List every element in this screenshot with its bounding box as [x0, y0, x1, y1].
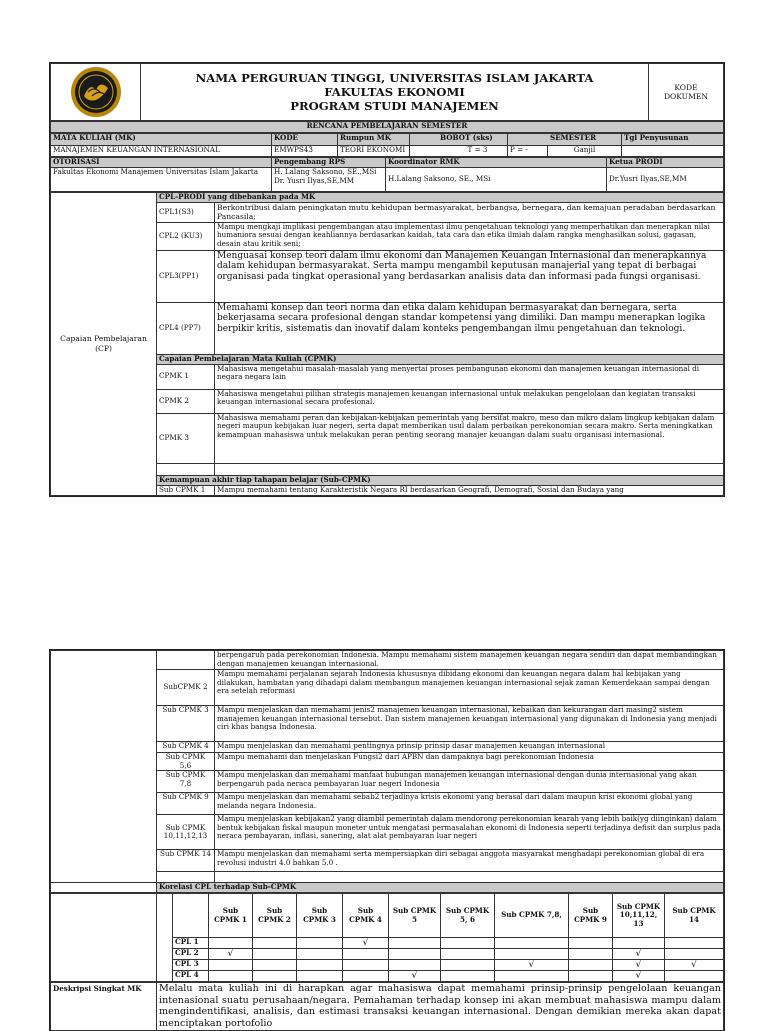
cpl2-text: Mampu mengkaji implikasi pengembangan atau implementasi ilmu pengetahuan teknologi yang memperhatikan dan menerapkan nilai humaniora sesuai dengan keahliannya berdasarkan kaidah, tata cara dan etika ilmiah dalam rangka menghasilkan solusi, gagasan, desain atau kritik seni; [215, 222, 724, 250]
korelasi-empty-cell [495, 938, 569, 949]
korelasi-empty-cell [253, 938, 297, 949]
korelasi-row-label: CPL 2 [173, 949, 209, 960]
cp-table [50, 192, 724, 496]
korelasi-left-blank-2 [51, 894, 157, 982]
korelasi-col-5: Sub CPMK 5 [389, 894, 441, 938]
korelasi-col-9: Sub CPMK 10,11,12, 13 [613, 894, 665, 938]
course-p: P = - [508, 146, 548, 157]
subcpmk10-text: Mampu menjelaskan kebijakan2 yang diambil pemerintah dalam mendorong perekonomian kearah yang lebih baik(yg diinginkan) dalam bentuk kebijakan fiskal maupun moneter untuk mengatasi permasalahan ekonomi di Indonesia seperti terjadinya defisit dan surplus pada neraca pembayaran, inflasi, sanering, alat alat pembayaran luar negeri [215, 815, 724, 850]
cpl1-code: CPL1(S3) [157, 202, 215, 222]
subcpmk2-text: Mampu memahami perjalanan sejarah Indonesia khususnya dibidang ekonomi dan keuangan negara dalam hal kebijakan yang dilakukan, hambatan yang dihadapi dalam membangun manajemen keuangan internasional sejak zaman Kemerdekaan sampai dengan era setelah reformasi [215, 670, 724, 706]
header-table [50, 63, 724, 121]
logo-cell [51, 64, 141, 121]
otorisasi-label: OTORISASI [51, 158, 272, 168]
otorisasi-fakultas: Fakultas Ekonomi Manajemen Universitas Islam Jakarta [51, 168, 272, 192]
subcpmk14-code: Sub CPMK 14 [157, 850, 215, 872]
korelasi-empty-cell [665, 938, 724, 949]
korelasi-empty-cell [389, 949, 441, 960]
cpl1-text: Berkontribusi dalam peningkatan mutu kehidupan bermasyarakat, berbangsa, bernegara, dan kemajuan peradaban berdasarkan Pancasila; [215, 202, 724, 222]
deskripsi-text: Melalu mata kuliah ini di harapkan agar mahasiswa dapat memahami prinsip-prinsip pengelolaan keuangan intenasional suatu perusahaan/negara. Pemahaman terhadap konsep ini akan membuat mahasiswa mampu dalam mengindentifikasi, analisis, dan estimasi transaksi keuangan internasional. Dengan demikian mereka akan dapat menciptakan portofolio [157, 983, 724, 1030]
cpmk-blank-text [215, 463, 724, 475]
cpl4-code: CPL4 (PP7) [157, 302, 215, 354]
pengembang-label: Pengembang RPS [272, 158, 386, 168]
korelasi-col-3: Sub CPMK 3 [297, 894, 343, 938]
korelasi-col-10: Sub CPMK 14 [665, 894, 724, 938]
deskripsi-label: Deskripsi Singkat MK [51, 983, 157, 1030]
korelasi-check-cell: √ [613, 949, 665, 960]
course-semester: Ganjil [548, 146, 622, 157]
korelasi-header: Korelasi CPL terhadap Sub-CPMK [157, 883, 724, 893]
subcpmk-header: Kemampuan akhir tiap tahapan belajar (Sub-CPMK) [157, 475, 724, 485]
institution-line1: NAMA PERGURUAN TINGGI, UNIVERSITAS ISLAM JAKARTA [195, 71, 594, 85]
korelasi-col-4: Sub CPMK 4 [343, 894, 389, 938]
subcpmk1-code: Sub CPMK 1 [157, 485, 215, 495]
korelasi-empty-cell [389, 938, 441, 949]
korelasi-col-8: Sub CPMK 9 [569, 894, 613, 938]
korelasi-empty-cell [297, 960, 343, 971]
institution-title [141, 64, 649, 121]
cpl3-text: Menguasai konsep teori dalam ilmu ekonomi dan Manajemen Keuangan Internasional dan menerapkannya dalam kehidupan bermasyarakat. Serta mampu mengambil keputusan manajerial yang tepat di berbagai organisasi pada tingkat operasional yang berdasarkan analisis data dan informasi pada fungsi organisasi. [215, 250, 724, 302]
korelasi-empty-cell [389, 960, 441, 971]
cpmk3-text: Mahasiswa memahami peran dan kebijakan-kebijakan pemerintah yang bersifat makro, meso dan mikro dalam lingkup kebijakan dalam negeri maupun kebijakan luar negeri, serta dapat memberikan usul dalam perbaikan perekonomian secara makro. Serta meningkatkan kemampuan mahasiswa untuk melakukan peran penting seorang manajer keuangan dalam suatu organisasi internasional. [215, 413, 724, 463]
korelasi-corner [173, 894, 209, 938]
cpmk1-code: CPMK 1 [157, 364, 215, 389]
ketua-label: Ketua PRODI [607, 158, 724, 168]
korelasi-left-blank [51, 883, 157, 893]
korelasi-empty-cell [253, 949, 297, 960]
ketua-name: Dr.Yusri Ilyas,SE,MM [607, 168, 724, 192]
korelasi-row-label: CPL 3 [173, 960, 209, 971]
korelasi-check-cell: √ [495, 960, 569, 971]
subcpmk2-code: SubCPMK 2 [157, 670, 215, 706]
cpmk-blank-code [157, 463, 215, 475]
korelasi-empty-cell [209, 938, 253, 949]
subcpmk3-code: Sub CPMK 3 [157, 706, 215, 742]
korelasi-empty-cell [209, 971, 253, 982]
subcpmk56-text: Mampu memahami dan menjelaskan Fungsi2 dari APBN dan dampaknya bagi perekonomian Indonesia [215, 753, 724, 771]
kode-dokumen: KODE DOKUMEN [649, 64, 724, 121]
cpmk1-text: Mahasiswa mengetahui masalah-masalah yang menyertai proses pembangunan ekonomi dan manajemen keuangan internasional di negara negara lain [215, 364, 724, 389]
cpmk2-text: Mahasiswa mengetahui pilihan strategis manajemen keuangan internasional untuk melakukan pengelolaan dan kegiatan transaksi keuangan internasional secara profesional. [215, 389, 724, 413]
subcpmk-blank-code [157, 872, 215, 883]
institution-line2: FAKULTAS EKONOMI [324, 85, 465, 99]
subcpmk-continued-table [50, 650, 724, 893]
korelasi-empty-cell [253, 971, 297, 982]
institution-line3: PROGRAM STUDI MANAJEMEN [290, 99, 499, 113]
pengembang-names: H. Lalang Saksono, SE.,MSi Dr. Yusri Ilyas,SE,MM [272, 168, 386, 192]
koordinator-label: Koordinator RMK [386, 158, 607, 168]
course-name: MANAJEMEN KEUANGAN INTERNASIONAL [51, 146, 272, 157]
cpl2-code: CPL2 (KU3) [157, 222, 215, 250]
cpmk2-code: CPMK 2 [157, 389, 215, 413]
subcpmk-blank-text [215, 872, 724, 883]
korelasi-empty-cell [297, 938, 343, 949]
korelasi-col-2: Sub CPMK 2 [253, 894, 297, 938]
korelasi-col-6: Sub CPMK 5, 6 [441, 894, 495, 938]
cp-label: Capaian Pembelajaran (CP) [51, 193, 157, 496]
subcpmk78-code: Sub CPMK 7,8 [157, 771, 215, 793]
subcpmk4-code: Sub CPMK 4 [157, 742, 215, 753]
korelasi-empty-cell [495, 971, 569, 982]
subcpmk9-text: Mampu menjelaskan dan memahami sebab2 terjadinya krisis ekonomi yang berasal dari dalam maupun krisi ekonomi global yang melanda negara Indonesia. [215, 793, 724, 815]
subcpmk10-code: Sub CPMK 10,11,12,13 [157, 815, 215, 850]
korelasi-check-cell: √ [343, 938, 389, 949]
course-rumpun: TEORI EKONOMI [338, 146, 410, 157]
col-bobot: BOBOT (sks) [410, 134, 508, 146]
course-t: T = 3 [410, 146, 508, 157]
subcpmk1-cont-code [157, 651, 215, 670]
rps-page-2 [49, 649, 725, 1031]
cpl3-code: CPL3(PP1) [157, 250, 215, 302]
rps-title: RENCANA PEMBELAJARAN SEMESTER [51, 122, 724, 133]
korelasi-col-1: Sub CPMK 1 [209, 894, 253, 938]
col-mata-kuliah: MATA KULIAH (MK) [51, 134, 272, 146]
cpl-header: CPL-PRODI yang dibebankan pada MK [157, 193, 724, 203]
korelasi-row-label: CPL 4 [173, 971, 209, 982]
korelasi-empty-cell [297, 949, 343, 960]
course-info-table [50, 133, 724, 157]
subcpmk3-text: Mampu menjelaskan dan memahami jenis2 manajemen keuangan internasional, kebaikan dan kekurangan dari masing2 sistem manajemen keuangan internasional tersebut. Dan sistem manajemen keuangan internasional yang digunakan di Indonesia yang menjadi ciri khas bangsa Indonesia. [215, 706, 724, 742]
korelasi-empty-cell [665, 971, 724, 982]
koordinator-name: H.Lalang Saksono, SE., MSi [386, 168, 607, 192]
korelasi-empty-cell [495, 949, 569, 960]
subcpmk9-code: Sub CPMK 9 [157, 793, 215, 815]
korelasi-check-cell: √ [209, 949, 253, 960]
course-tgl [622, 146, 724, 157]
course-code: EMWPS43 [272, 146, 338, 157]
korelasi-empty-cell [297, 971, 343, 982]
col-semester: SEMESTER [508, 134, 622, 146]
subcpmk78-text: Mampu menjelaskan dan memahami manfaat hubungan manajemen keuangan internasional dengan dunia internasional yang akan berpengaruh pada neraca pembayaran luar negeri Indonesia [215, 771, 724, 793]
cpmk-header: Capaian Pembelajaran Mata Kuliah (CPMK) [157, 354, 724, 364]
korelasi-empty-cell [441, 960, 495, 971]
korelasi-empty-cell [441, 971, 495, 982]
korelasi-empty-cell [441, 938, 495, 949]
korelasi-empty-cell [209, 960, 253, 971]
subcpmk4-text: Mampu menjelaskan dan memahami pentingnya prinsip prinsip dasar manajemen keuangan internasional [215, 742, 724, 753]
subcpmk-left-blank [51, 651, 157, 883]
cpmk3-code: CPMK 3 [157, 413, 215, 463]
korelasi-table [50, 893, 724, 982]
korelasi-indent-blank [157, 894, 173, 982]
korelasi-row-label: CPL 1 [173, 938, 209, 949]
korelasi-empty-cell [569, 949, 613, 960]
rps-title-table [50, 121, 724, 133]
korelasi-empty-cell [343, 949, 389, 960]
col-tgl: Tgl Penyusunan [622, 134, 724, 146]
korelasi-empty-cell [665, 949, 724, 960]
korelasi-col-7: Sub CPMK 7,8, [495, 894, 569, 938]
subcpmk1-text: Mampu memahami tentang Karakteristik Negara RI berdasarkan Geografi, Demografi, Sosial dan Budaya yang [215, 485, 724, 495]
subcpmk1-continuation: berpengaruh pada perekonomian Indonesia. Mampu memahami sistem manajemen keuangan negara sendiri dan dapat membandingkan dengan manajemen keuangan internasional. [215, 651, 724, 670]
deskripsi-table [50, 982, 724, 1030]
korelasi-empty-cell [343, 960, 389, 971]
korelasi-empty-cell [569, 971, 613, 982]
col-rumpun: Rumpun MK [338, 134, 410, 146]
korelasi-empty-cell [569, 938, 613, 949]
korelasi-check-cell: √ [613, 960, 665, 971]
korelasi-empty-cell [253, 960, 297, 971]
rps-page-1 [49, 62, 725, 497]
korelasi-empty-cell [441, 949, 495, 960]
korelasi-empty-cell [613, 938, 665, 949]
cpl4-text: Memahami konsep dan teori norma dan etika dalam kehidupan bermasyarakat dan bernegara, serta bekerjasama secara profesional dengan standar kompetensi yang dimiliki. Dan mampu menerapkan logika berpikir kritis, sistematis dan inovatif dalam konteks pengembangan ilmu pengetahuan dan teknologi. [215, 302, 724, 354]
korelasi-empty-cell [343, 971, 389, 982]
otorisasi-table [50, 157, 724, 192]
korelasi-check-cell: √ [613, 971, 665, 982]
subcpmk14-text: Mampu menjelaskan dan memahami serta mempersiapkan diri sebagai anggota masyarakat menghadapi perekonomian global di era revolusi industri 4.0 bahkan 5.0 . [215, 850, 724, 872]
korelasi-empty-cell [569, 960, 613, 971]
korelasi-check-cell: √ [665, 960, 724, 971]
subcpmk56-code: Sub CPMK 5,6 [157, 753, 215, 771]
col-kode: KODE [272, 134, 338, 146]
university-seal-icon [70, 66, 122, 118]
korelasi-check-cell: √ [389, 971, 441, 982]
